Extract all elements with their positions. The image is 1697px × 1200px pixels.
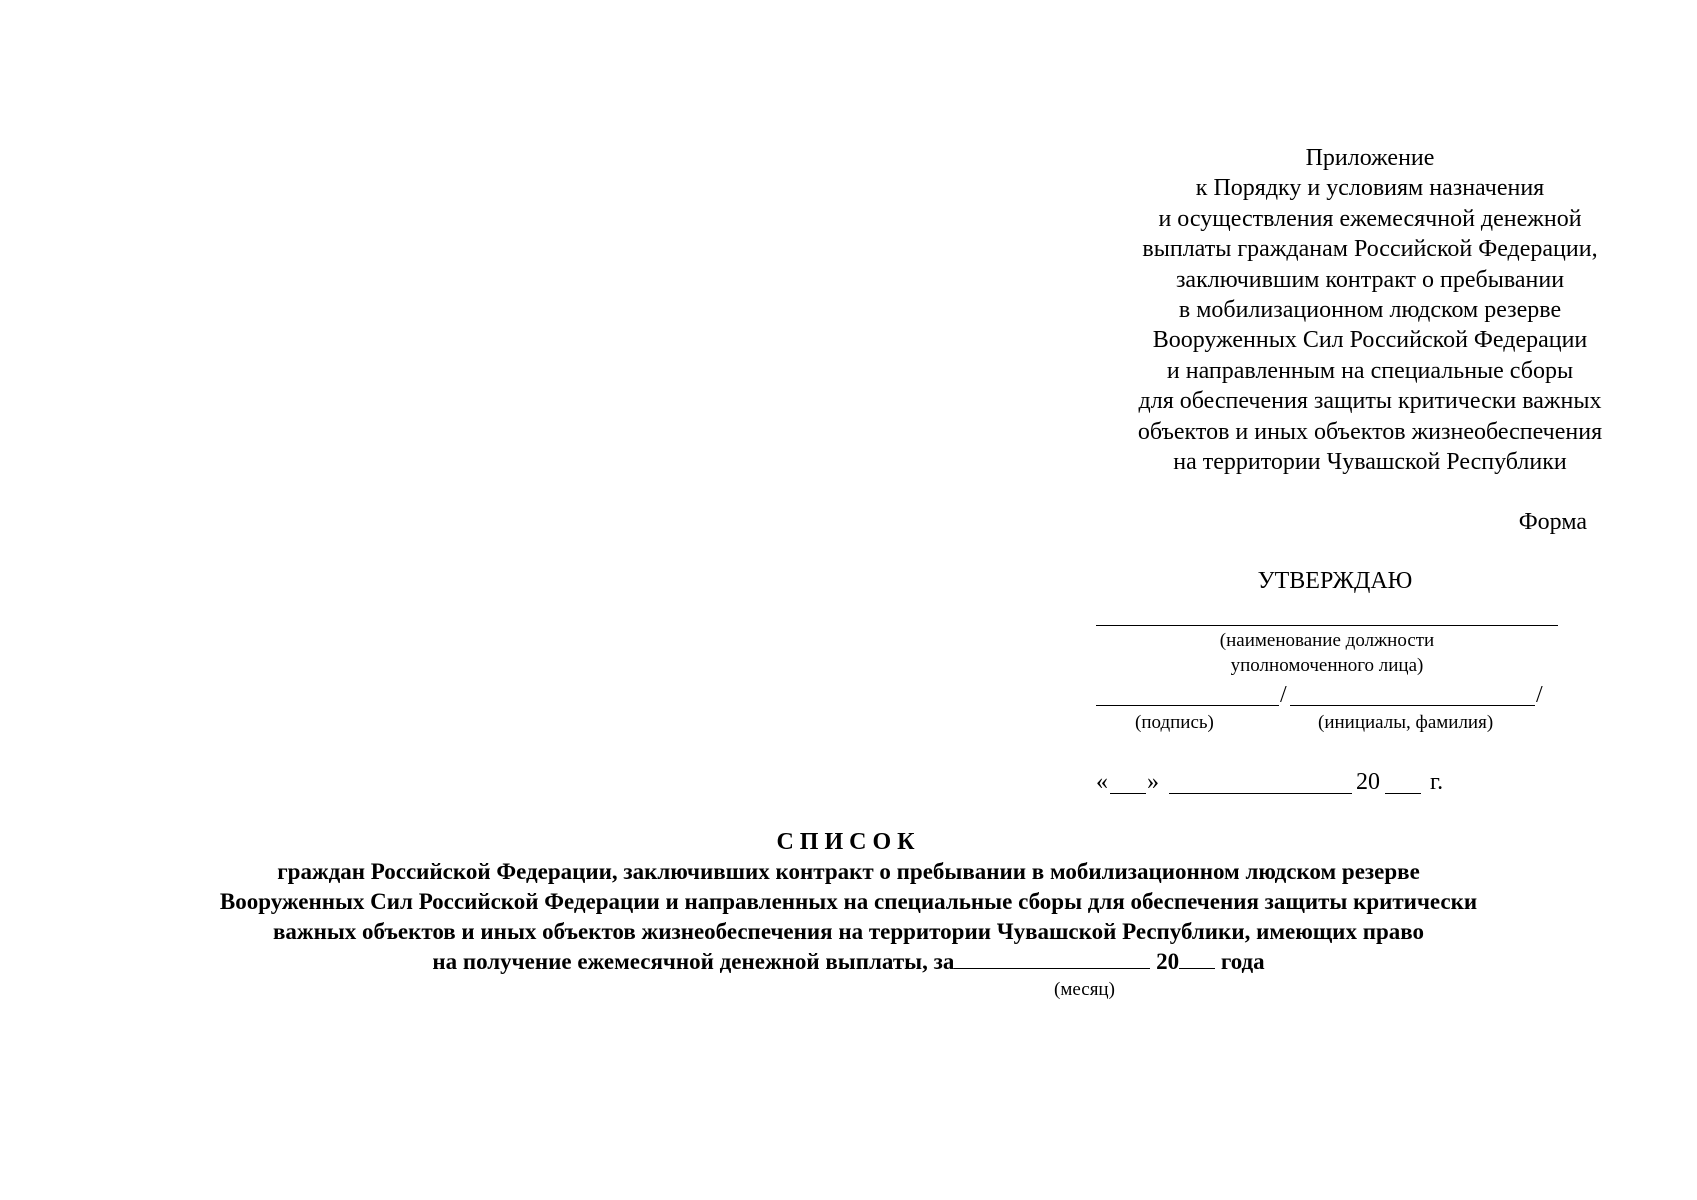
appendix-line: выплаты гражданам Российской Федерации, (1142, 236, 1598, 263)
period-prefix: на получение ежемесячной денежной выплаты, за (432, 949, 955, 974)
appendix-line: на территории Чувашской Республики (1173, 449, 1567, 476)
appendix-line: заключившим контракт о пребывании (1175, 266, 1565, 293)
appendix-line: к Порядку и условиям назначения (1195, 175, 1545, 202)
position-blank-line (1096, 625, 1558, 626)
list-subtitle (0, 857, 1697, 947)
date-year-suffix: г. (1430, 769, 1444, 795)
approval-title: УТВЕРЖДАЮ (1257, 568, 1413, 594)
signature-caption: (подпись) (1135, 712, 1214, 733)
name-slash: / (1536, 682, 1543, 708)
position-caption (1096, 628, 1558, 678)
appendix-line: и осуществления ежемесячной денежной (1158, 205, 1582, 232)
month-caption: (месяц) (1054, 979, 1115, 1000)
date-quote-close: » (1147, 769, 1159, 795)
appendix-line: в мобилизационном людском резерве (1178, 297, 1562, 324)
period-line (0, 947, 1697, 977)
appendix-line: Вооруженных Сил Российской Федерации (1152, 327, 1588, 354)
date-year-prefix: 20 (1356, 769, 1380, 795)
name-blank (1290, 705, 1535, 706)
list-subtitle-line: граждан Российской Федерации, заключивших контракт о пребывании в мобилизационном людском резерве (277, 859, 1420, 884)
appendix-header (1080, 143, 1660, 477)
signature-blank (1096, 705, 1279, 706)
list-title: СПИСОК (776, 829, 921, 855)
approval-date-line (1096, 767, 1496, 797)
position-caption-line: (наименование должности (1219, 630, 1435, 651)
position-caption-line: уполномоченного лица) (1230, 655, 1424, 676)
period-year-prefix: 20 (1156, 949, 1180, 974)
signature-slash: / (1280, 682, 1287, 708)
year-blank (1385, 793, 1421, 794)
list-subtitle-line: важных объектов и иных объектов жизнеобеспечения на территории Чувашской Республики, имеющих право (272, 919, 1424, 944)
name-caption: (инициалы, фамилия) (1318, 712, 1494, 733)
period-suffix: года (1220, 949, 1265, 974)
period-year-blank (1179, 948, 1215, 969)
appendix-line: объектов и иных объектов жизнеобеспечения (1137, 418, 1603, 445)
appendix-line: Приложение (1305, 145, 1435, 171)
appendix-line: для обеспечения защиты критически важных (1138, 388, 1602, 415)
list-subtitle-line: Вооруженных Сил Российской Федерации и направленных на специальные сборы для обеспечения защиты критически (219, 889, 1478, 914)
appendix-line: и направленным на специальные сборы (1166, 357, 1574, 384)
signature-line (1096, 682, 1566, 708)
day-blank (1110, 793, 1146, 794)
form-label: Форма (1518, 509, 1587, 535)
date-quote-open: « (1096, 769, 1108, 795)
period-month-blank (954, 948, 1150, 969)
month-blank (1169, 793, 1352, 794)
